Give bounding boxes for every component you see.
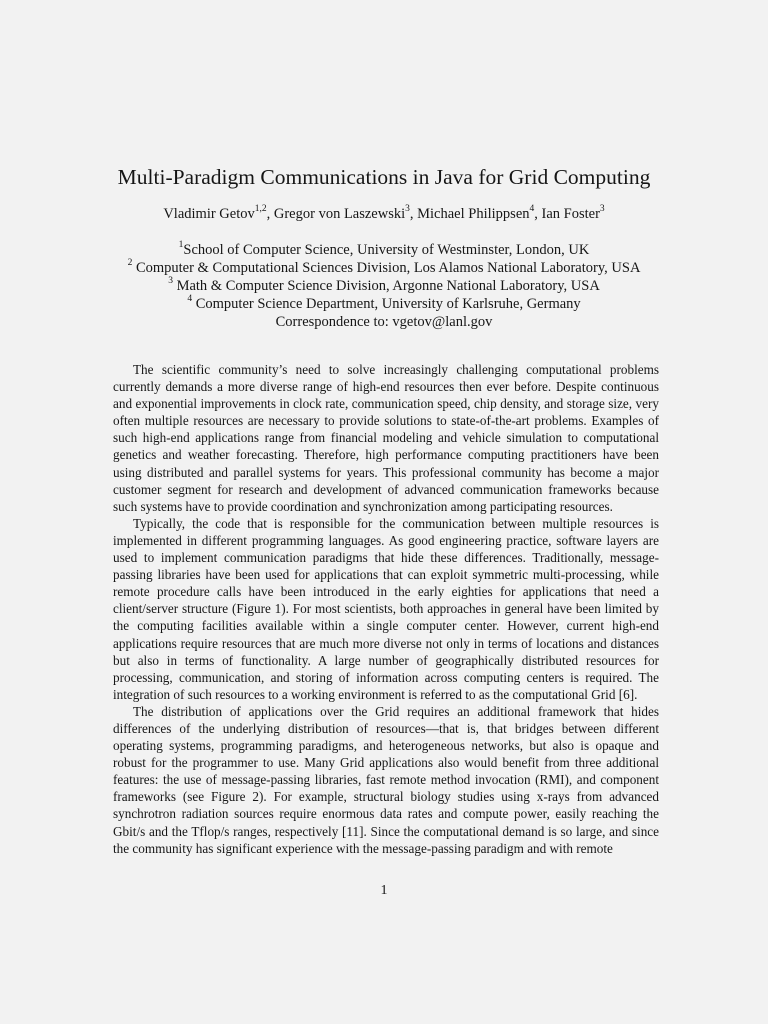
affiliation-mark: 3 (168, 276, 173, 287)
affiliation-text: Computer Science Department, University of Karlsruhe, Germany (192, 296, 581, 312)
affiliation (0, 241, 768, 259)
author-name: Vladimir Getov (163, 206, 255, 222)
correspondence-line: Correspondence to: vgetov@lanl.gov (275, 314, 493, 330)
author-list (0, 204, 768, 224)
author-separator: , (409, 206, 418, 222)
page-number: 1 (380, 883, 388, 898)
affiliation-mark: 2 (127, 258, 133, 269)
author-name: Ian Foster (541, 206, 600, 222)
author (163, 206, 274, 222)
paper-title: Multi-Paradigm Communications in Java for Grid Computing (117, 165, 651, 189)
author-separator: , (534, 206, 542, 222)
author-affiliation-mark: 3 (599, 204, 605, 215)
author (274, 206, 417, 222)
affiliation-text: Math & Computer Science Division, Argonne National Laboratory, USA (172, 278, 600, 294)
affiliation (0, 277, 768, 295)
affiliation-mark: 4 (187, 294, 193, 305)
author-name: Michael Philippsen (417, 206, 530, 222)
affiliation-text: Computer & Computational Sciences Division, Los Alamos National Laboratory, USA (132, 260, 641, 276)
author (417, 206, 541, 222)
author-affiliation-mark: 1,2 (254, 204, 267, 215)
affiliation-text: School of Computer Science, University of Westminster, London, UK (183, 242, 590, 258)
author-separator: , (266, 206, 274, 222)
body-text (113, 361, 659, 857)
affiliation-mark: 1 (178, 240, 184, 251)
author-affiliation-mark: 4 (529, 204, 535, 215)
paragraph: The scientific community’s need to solve increasingly challenging computational problems currently demands a more diverse range of high-end resources then ever before. Despite continuous and exponential improvements in clock rate, communication speed, chip density, and storage size, very often multiple resources are necessary to provide solutions to state-of-the-art problems. Examples of such high-end applications range from financial modeling and vehicle simulation to computational genetics and weather forecasting. Therefore, high performance computing practitioners have been using distributed and parallel systems for years. This professional community has become a major customer segment for research and development of advanced communication frameworks because such systems have to provide coordination and synchronization among participating resources. (113, 362, 659, 514)
affiliation (0, 295, 768, 313)
affiliation (0, 259, 768, 277)
paragraph: The distribution of applications over the Grid requires an additional framework that hides differences of the underlying distribution of resources—that is, that bridges between different operating systems, programming paradigms, and heterogeneous networks, but also is opaque and robust for the programmer to use. Many Grid applications also would benefit from three additional features: the use of message-passing libraries, fast remote method invocation (RMI), and component frameworks (see Figure 2). For example, structural biology studies using x-rays from advanced synchrotron radiation sources require enormous data rates and compute power, easily reaching the Gbit/s and the Tflop/s ranges, respectively [11]. Since the computational demand is so large, and since the community has significant experience with the message-passing paradigm and with remote (113, 703, 659, 856)
author-affiliation-mark: 3 (405, 204, 410, 215)
affiliation-list (0, 241, 768, 331)
paragraph: Typically, the code that is responsible for the communication between multiple resources is implemented in different programming languages. As good engineering practice, software layers are used to implement communication paradigms that hide these differences. Traditionally, message-passing libraries have been used for applications that can exploit symmetric multi-processing, while remote procedure calls have been introduced in the early eighties for applications that need a client/server structure (Figure 1). For most scientists, both approaches in general have been limited by the computing facilities available within a single computer center. However, current high-end applications require resources that are much more diverse not only in terms of locations and distances but also in terms of functionality. A large number of geographically distributed resources for processing, communication, and storing of information across computing centers is required. The integration of such resources to a working environment is referred to as the computational Grid [6]. (113, 515, 659, 702)
author (542, 206, 605, 222)
author-name: Gregor von Laszewski (273, 206, 406, 222)
